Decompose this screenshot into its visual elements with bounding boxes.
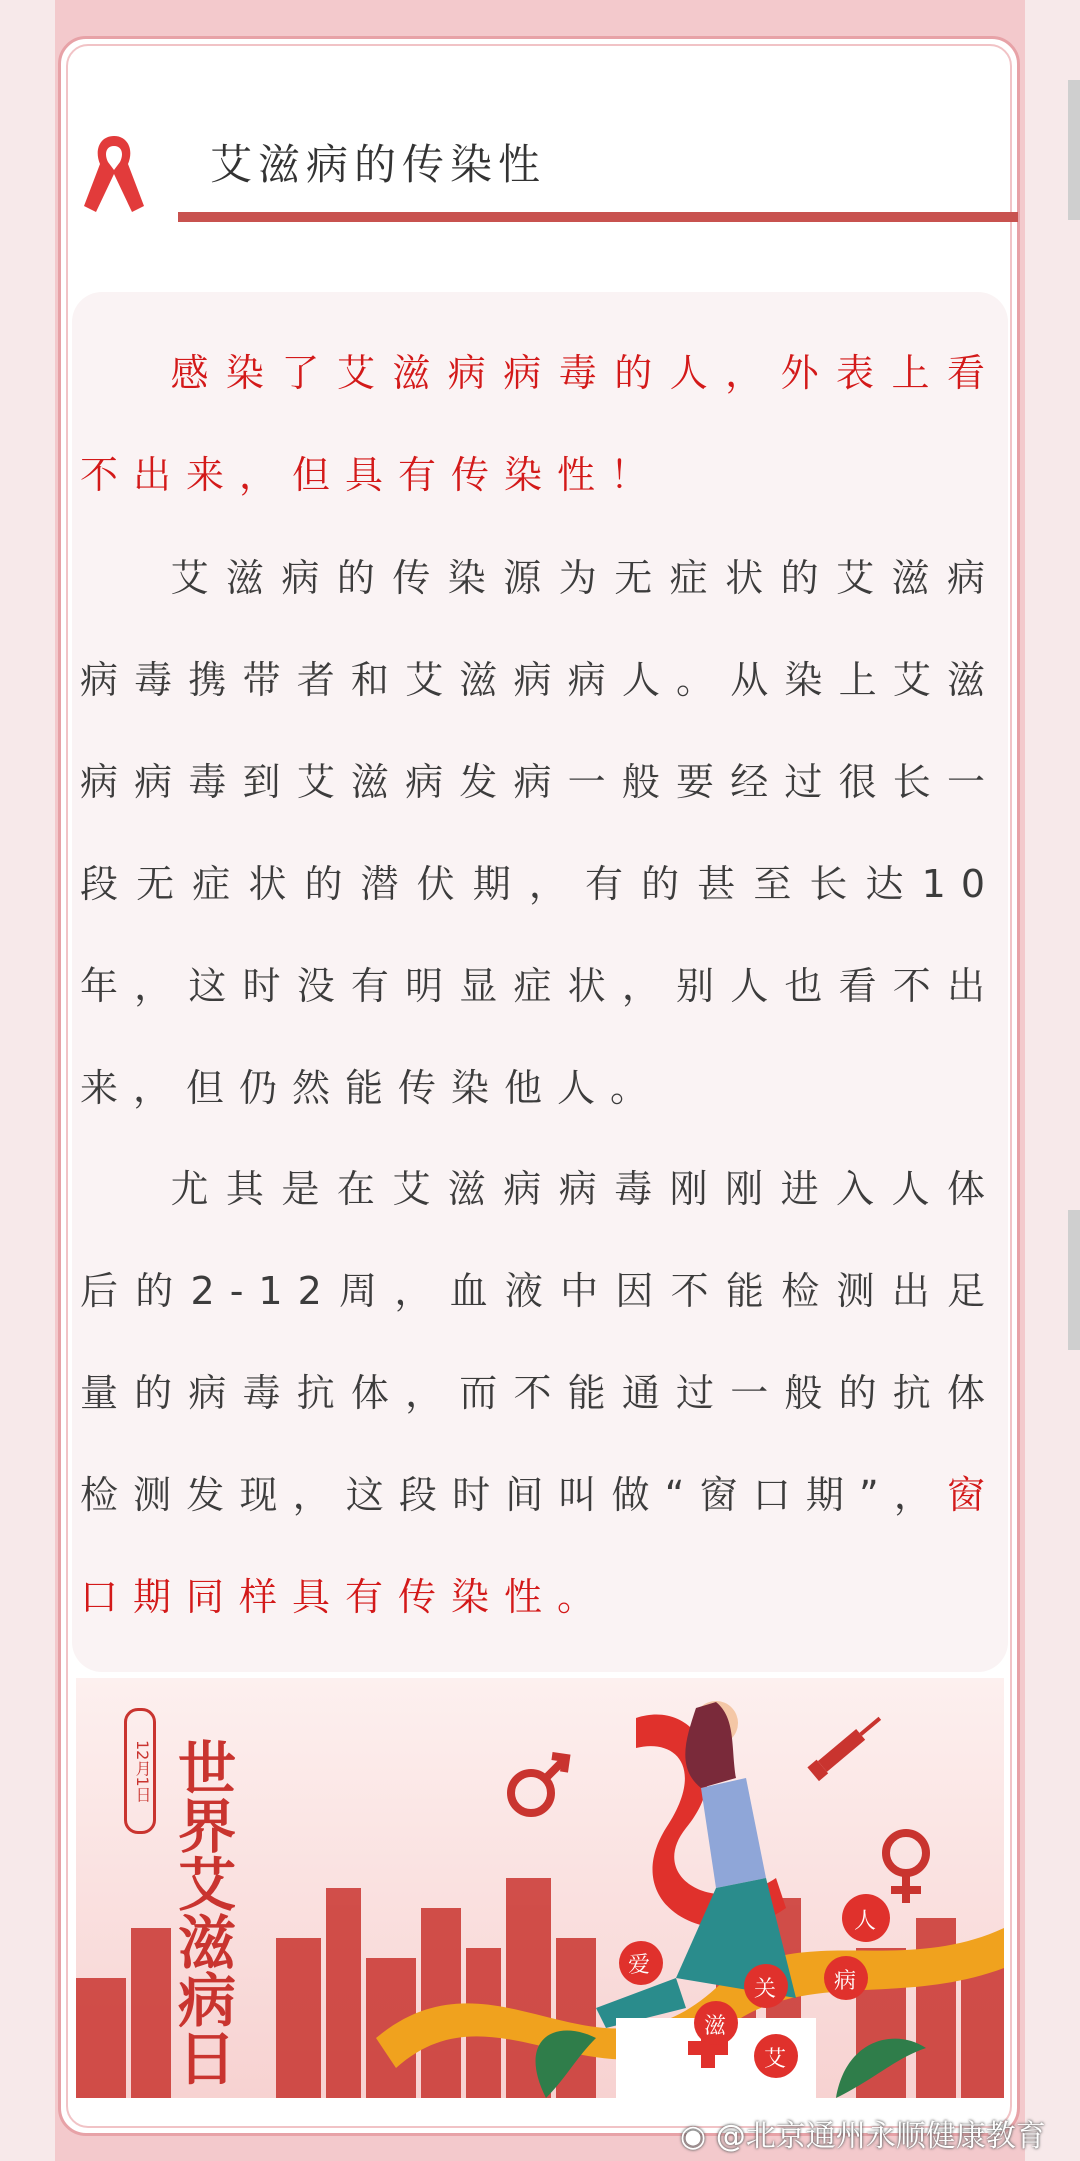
window-period-text: 尤其是在艾滋病病毒刚刚进入人体后的2-12周，血液中因不能检测出足量的病毒抗体，而不能通过一般的抗体检测发现，这段时间叫做“窗口期”， (80, 1167, 1000, 1517)
intro-text: 感染了艾滋病病毒的人，外表上看不出来，但具有传染性！ (80, 351, 1000, 497)
transmission-source-text: 艾滋病的传染源为无症状的艾滋病病毒携带者和艾滋病病人。从染上艾滋病病毒到艾滋病发病一般要经过很长一段无症状的潜伏期，有的甚至长达10年，这时没有明显症状，别人也看不出来，但仍然能传染他人。 (80, 556, 1000, 1110)
transmission-source-paragraph (80, 527, 1000, 1139)
hero-title-text: 世界艾滋病日 (168, 1738, 236, 2086)
window-period-highlight: 窗口期同样具有传染性。 (80, 1473, 1000, 1619)
heart-label-1: 爱 (628, 1953, 651, 1978)
window-period-paragraph (80, 1138, 1000, 1648)
watermark-text: @北京通州永顺健康教育 (715, 2119, 1046, 2154)
hero-title (164, 1738, 234, 2086)
heart-label-3: 关 (754, 1977, 777, 2002)
weibo-watermark (680, 2111, 1046, 2155)
heart-label-2: 滋 (704, 2014, 727, 2039)
weibo-icon: ◉ (680, 2119, 707, 2154)
scroll-indicator-top[interactable] (1068, 80, 1080, 220)
world-aids-day-illustration (76, 1678, 1004, 2098)
intro-paragraph (80, 322, 1000, 526)
heart-label-5: 病 (834, 1969, 857, 1994)
red-ribbon-icon (80, 128, 148, 228)
title-underline (178, 212, 1018, 222)
date-badge-text: 12月1日 (133, 1739, 152, 1803)
heart-label-4: 艾 (764, 2047, 787, 2072)
male-symbol-icon (511, 1756, 566, 1813)
section-title: 艾滋病的传染性 (210, 140, 547, 189)
heart-label-6: 人 (854, 1909, 877, 1934)
scroll-indicator-middle[interactable] (1068, 1210, 1080, 1350)
syringe-icon (807, 1711, 885, 1781)
date-badge (124, 1708, 156, 1834)
female-symbol-icon (886, 1833, 926, 1903)
